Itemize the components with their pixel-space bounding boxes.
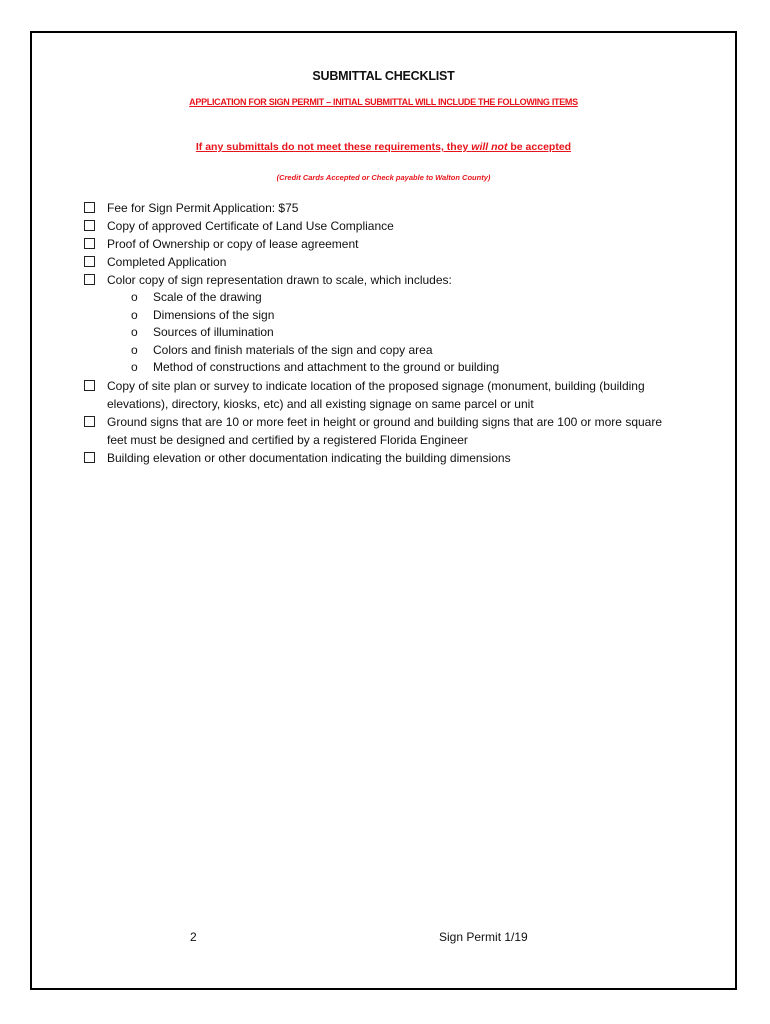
checklist-item [84,449,675,467]
checkbox[interactable] [84,202,95,213]
checklist-item-label: Building elevation or other documentation indicating the building dimensions [107,450,511,465]
checklist-item [84,235,675,253]
sub-list [84,289,675,377]
checklist-item [84,271,675,289]
checklist [84,199,675,467]
checkbox[interactable] [84,220,95,231]
checkbox[interactable] [84,256,95,267]
page-title: SUBMITTAL CHECKLIST [312,69,455,83]
sub-item-label: Dimensions of the sign [153,307,275,322]
warning-after: be accepted [507,141,572,153]
checklist-item-label: Fee for Sign Permit Application: $75 [107,201,299,215]
sub-list-item [131,324,675,342]
checkbox[interactable] [84,452,95,463]
sub-bullet: o [131,307,138,322]
checklist-item-label: Copy of approved Certificate of Land Use Compliance [107,219,394,233]
page-number: 2 [190,930,197,944]
warning-emphasis: will not [471,141,508,153]
checkbox[interactable] [84,380,95,391]
checklist-item [84,199,675,217]
checkbox[interactable] [84,274,95,285]
checklist-item [84,253,675,271]
warning-text [32,141,735,153]
checklist-item [84,217,675,235]
checklist-item-label: Completed Application [107,255,227,269]
sub-bullet: o [131,290,138,304]
payment-note: (Credit Cards Accepted or Check payable to Walton County) [276,173,491,182]
checklist-item [84,413,675,449]
sub-list-item [131,289,675,307]
checklist-item-label: Proof of Ownership or copy of lease agreement [107,237,359,251]
checklist-item-label: Ground signs that are 10 or more feet in height or ground and building signs that are 100 or more square feet must be designed and certified by a registered Florida Engineer [107,414,663,447]
sub-list-item [131,359,675,377]
warning-before: If any submittals do not meet these requirements, they [195,141,472,153]
sub-list-item [131,307,675,325]
sub-item-label: Scale of the drawing [153,290,262,304]
form-id: Sign Permit 1/19 [439,930,528,944]
sub-item-label: Sources of illumination [153,325,274,339]
sub-item-label: Method of constructions and attachment to the ground or building [153,360,500,374]
checklist-item-label: Color copy of sign representation drawn to scale, which includes: [107,273,452,287]
sub-list-item [131,342,675,360]
sub-item-label: Colors and finish materials of the sign and copy area [153,342,433,357]
checklist-item-label: Copy of site plan or survey to indicate location of the proposed signage (monument, building (building elevations), directory, kiosks, etc) and all existing signage on same parcel or unit [107,378,645,411]
sub-bullet: o [131,325,138,339]
sub-bullet: o [131,360,138,374]
document-page [30,31,737,990]
subtitle: APPLICATION FOR SIGN PERMIT – INITIAL SUBMITTAL WILL INCLUDE THE FOLLOWING ITEMS [189,97,578,107]
sub-bullet: o [131,342,138,357]
checkbox[interactable] [84,416,95,427]
checklist-item [84,377,675,413]
checkbox[interactable] [84,238,95,249]
